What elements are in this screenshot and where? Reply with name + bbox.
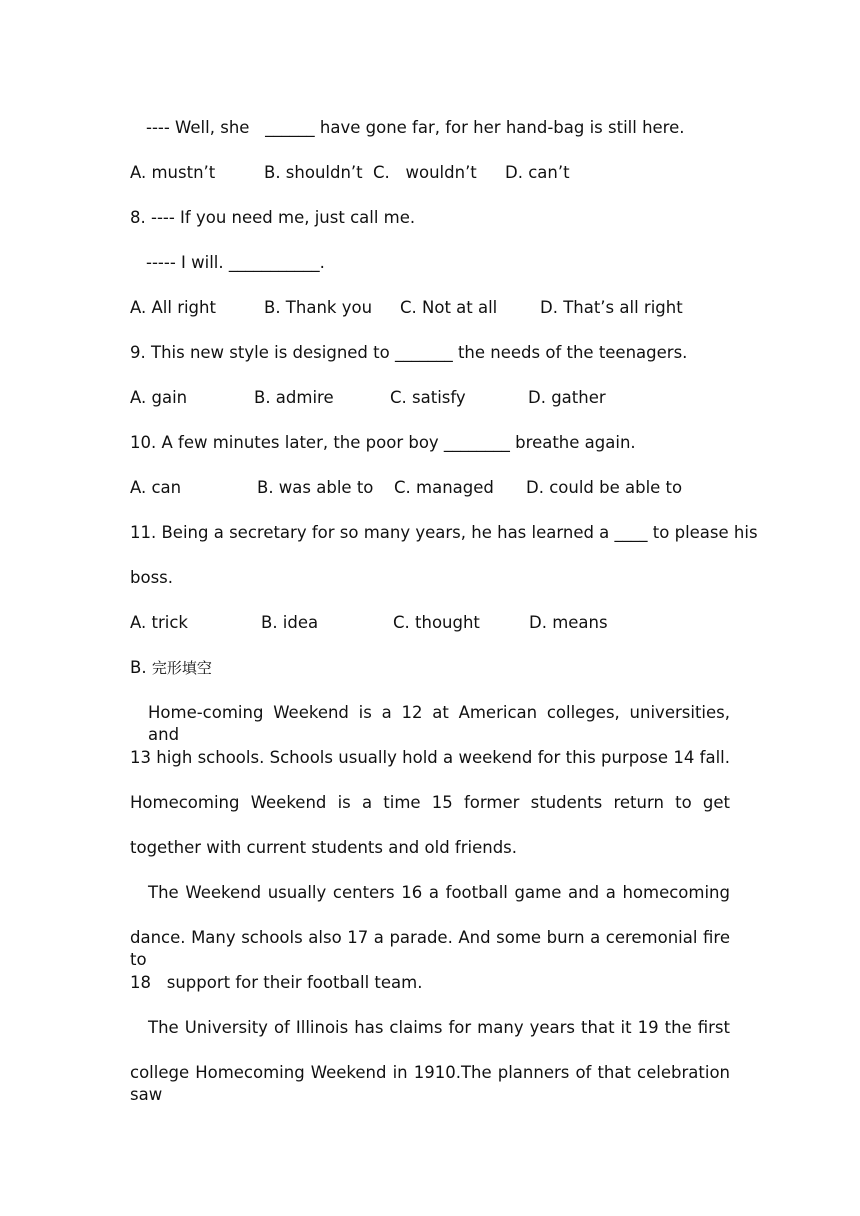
q11-option-d: D. means (529, 613, 608, 632)
q10-options (130, 477, 730, 499)
q11-option-a: A. trick (130, 613, 188, 632)
q7-option-d: D. can’t (505, 163, 570, 182)
q8-reply: ----- I will. ___________. (146, 253, 325, 272)
q7-option-c: C. wouldn’t (373, 163, 477, 182)
q7-option-b: B. shouldn’t (264, 163, 363, 182)
q8-option-a: A. All right (130, 298, 216, 317)
section-b-letter: B. (130, 658, 152, 677)
q11-question-line1: 11. Being a secretary for so many years, he has learned a ____ to please his (130, 523, 758, 542)
passage-p2-line2: dance. Many schools also 17 a parade. And some burn a ceremonial fire to (130, 928, 730, 969)
q11-question-line2: boss. (130, 568, 174, 587)
q11-option-b: B. idea (261, 613, 319, 632)
q8-question: 8. ---- If you need me, just call me. (130, 208, 416, 227)
passage-p1-line1: Home-coming Weekend is a 12 at American colleges, universities, and (148, 703, 730, 744)
q7-options (130, 162, 730, 184)
q9-option-b: B. admire (254, 388, 334, 407)
q8-option-b: B. Thank you (264, 298, 373, 317)
passage-p3-line2: college Homecoming Weekend in 1910.The planners of that celebration saw (130, 1063, 730, 1104)
passage-p1-line2: 13 high schools. Schools usually hold a weekend for this purpose 14 fall. (130, 748, 730, 767)
q9-option-d: D. gather (528, 388, 606, 407)
q9-option-c: C. satisfy (390, 388, 466, 407)
q9-question: 9. This new style is designed to _______ the needs of the teenagers. (130, 343, 688, 362)
q10-option-c: C. managed (394, 478, 494, 497)
passage-p1-line3: Homecoming Weekend is a time 15 former students return to get (130, 793, 730, 812)
section-b-title: 完形填空 (151, 659, 212, 677)
q8-options (130, 297, 730, 319)
q11-options (130, 612, 730, 634)
q8-option-d: D. That’s all right (540, 298, 683, 317)
passage-p2-line3: 18 support for their football team. (130, 973, 423, 992)
q9-options (130, 387, 730, 409)
passage-p1-line4: together with current students and old friends. (130, 838, 518, 857)
q7-reply: ---- Well, she ______ have gone far, for her hand-bag is still here. (146, 118, 685, 137)
section-b-heading (130, 657, 730, 679)
q9-option-a: A. gain (130, 388, 188, 407)
q10-question: 10. A few minutes later, the poor boy ________ breathe again. (130, 433, 636, 452)
passage-p2-line1: The Weekend usually centers 16 a football game and a homecoming (148, 883, 730, 902)
q10-option-b: B. was able to (257, 478, 374, 497)
q11-option-c: C. thought (393, 613, 480, 632)
q10-option-d: D. could be able to (526, 478, 683, 497)
passage-p3-line1: The University of Illinois has claims for many years that it 19 the first (148, 1018, 730, 1037)
q7-option-a: A. mustn’t (130, 163, 216, 182)
q10-option-a: A. can (130, 478, 182, 497)
q8-option-c: C. Not at all (400, 298, 498, 317)
